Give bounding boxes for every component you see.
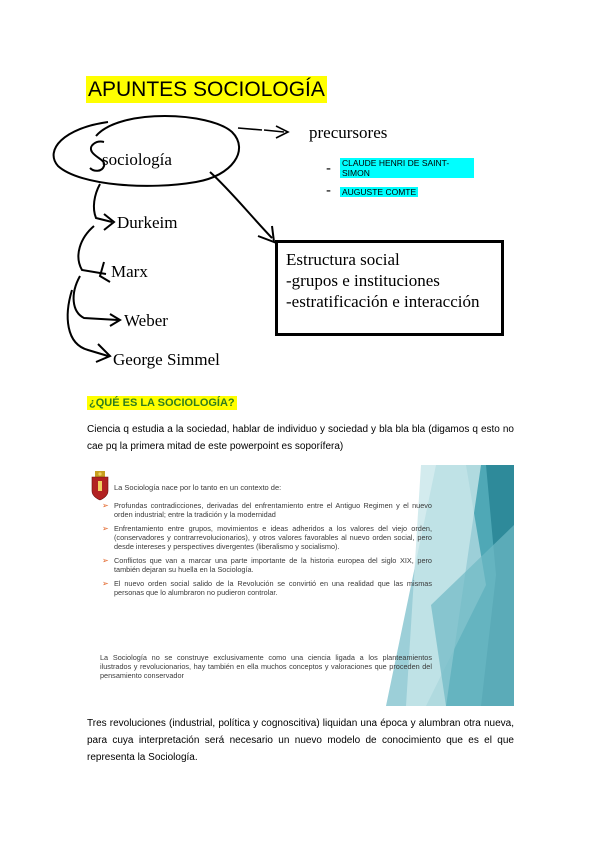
page-title: APUNTES SOCIOLOGÍA [88, 78, 325, 101]
precursor-2: AUGUSTE COMTE [342, 187, 417, 197]
precursor-1: CLAUDE HENRI DE SAINT-SIMON [340, 158, 474, 178]
slide-item: ➢ El nuevo orden social salido de la Revolución se convirtió en una realidad que las mismas personas que lo alumbraron no pudieron controlar. [102, 579, 432, 597]
concept-diagram [0, 0, 599, 380]
bullet-arrow-icon: ➢ [102, 579, 109, 588]
box-line-1: Estructura social [286, 250, 400, 269]
author-weber: Weber [124, 311, 168, 330]
crest-icon [90, 471, 110, 501]
slide-bullet-list [100, 501, 432, 602]
precursores-label: precursores [309, 123, 388, 142]
author-simmel: George Simmel [113, 350, 220, 369]
slide-image [86, 465, 514, 706]
section-heading: ¿QUÉ ES LA SOCIOLOGÍA? [89, 397, 235, 409]
slide-item: ➢ Enfrentamiento entre grupos, movimientos e ideas adheridos a los valores del viejo orden, (conservadores y contrarrevolucionarios), y otros valores favorables al nuevo orden social, pero desde intereses y perspectives divergentes (liberalismo y socialismo). [102, 524, 432, 551]
slide-intro: La Sociología nace por lo tanto en un contexto de: [114, 483, 282, 492]
author-marx: Marx [111, 262, 148, 281]
center-node: sociología [102, 150, 172, 169]
bullet-arrow-icon: ➢ [102, 501, 109, 510]
box-line-3: -estratificación e interacción [286, 292, 480, 311]
slide-item: ➢ Profundas contradicciones, derivadas del enfrentamiento entre el Antiguo Regimen y el nuevo orden industrial; entre la tradición y la modernidad [102, 501, 432, 519]
author-durkeim: Durkeim [117, 213, 178, 232]
bullet-arrow-icon: ➢ [102, 524, 109, 533]
slide-item: ➢ Conflictos que van a marcar una parte importante de la historia europea del siglo XIX, pero también dejaran su huella en la Sociología. [102, 556, 432, 574]
box-line-2: -grupos e instituciones [286, 271, 440, 290]
paragraph-1: Ciencia q estudia a la sociedad, hablar de individuo y sociedad y bla bla bla (digamos q esto no cae pq la primera mitad de este powerpoint es soporífera) [87, 424, 514, 452]
dash-1: - [326, 160, 331, 177]
paragraph-2: Tres revoluciones (industrial, política y cognoscitiva) liquidan una época y alumbran otra nueva, para cuya interpretación será necesario un nuevo modelo de conocimiento que es el que representa la Sociología. [87, 718, 514, 763]
dash-2: - [326, 182, 331, 199]
structure-box [275, 240, 504, 336]
slide-outro: La Sociología no se construye exclusivamente como una ciencia ligada a los planteamientos ilustrados y revolucionarios, hay también en ella muchos conceptos y valoraciones que proceden del pensamiento conservador [100, 653, 432, 680]
bullet-arrow-icon: ➢ [102, 556, 109, 565]
